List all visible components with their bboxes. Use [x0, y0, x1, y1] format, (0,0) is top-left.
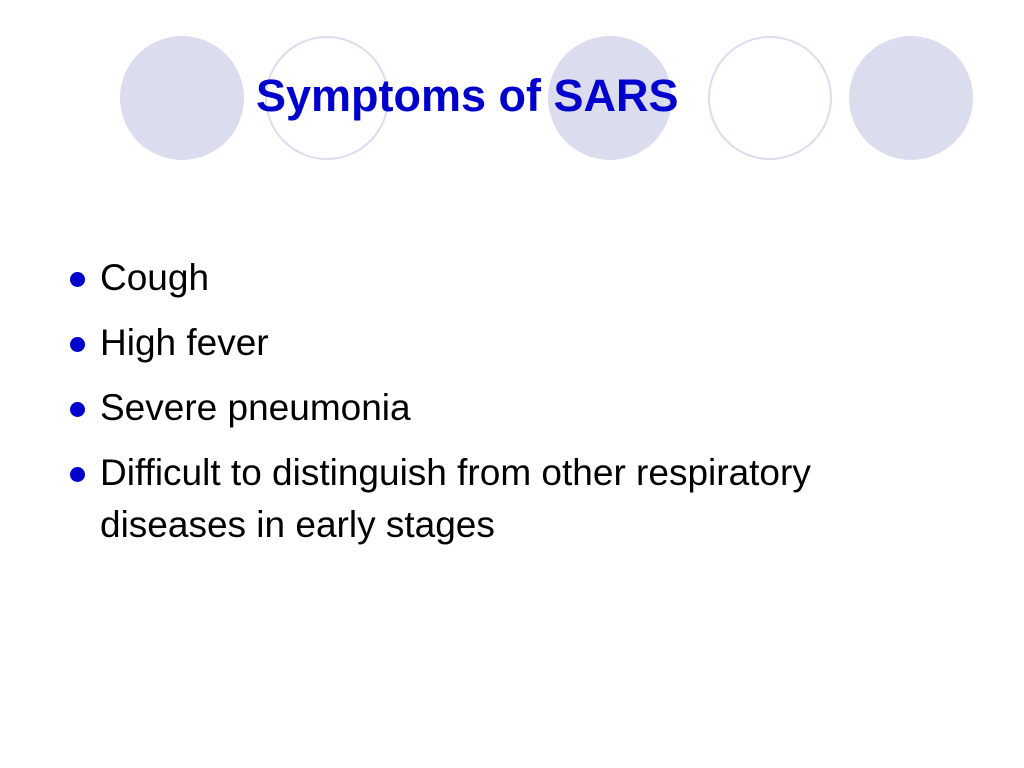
bullet-dot-icon [70, 402, 85, 417]
bullet-dot-icon [70, 272, 85, 287]
bullet-item [62, 252, 962, 304]
decorative-circle-filled [120, 36, 244, 160]
bullet-item [62, 447, 962, 551]
slide-title: Symptoms of SARS [256, 70, 679, 121]
bullet-dot-icon [70, 337, 85, 352]
bullet-dot-icon [70, 467, 85, 482]
bullet-text: Severe pneumonia [100, 387, 411, 428]
bullet-text: Cough [100, 257, 210, 298]
decorative-circle-filled [849, 36, 973, 160]
bullet-text: Difficult to distinguish from other respiratory diseases in early stages [100, 452, 811, 545]
decorative-circle-outline [708, 36, 832, 160]
bullet-item [62, 382, 962, 434]
bullet-list [62, 252, 962, 564]
bullet-text: High fever [100, 322, 269, 363]
bullet-item [62, 317, 962, 369]
